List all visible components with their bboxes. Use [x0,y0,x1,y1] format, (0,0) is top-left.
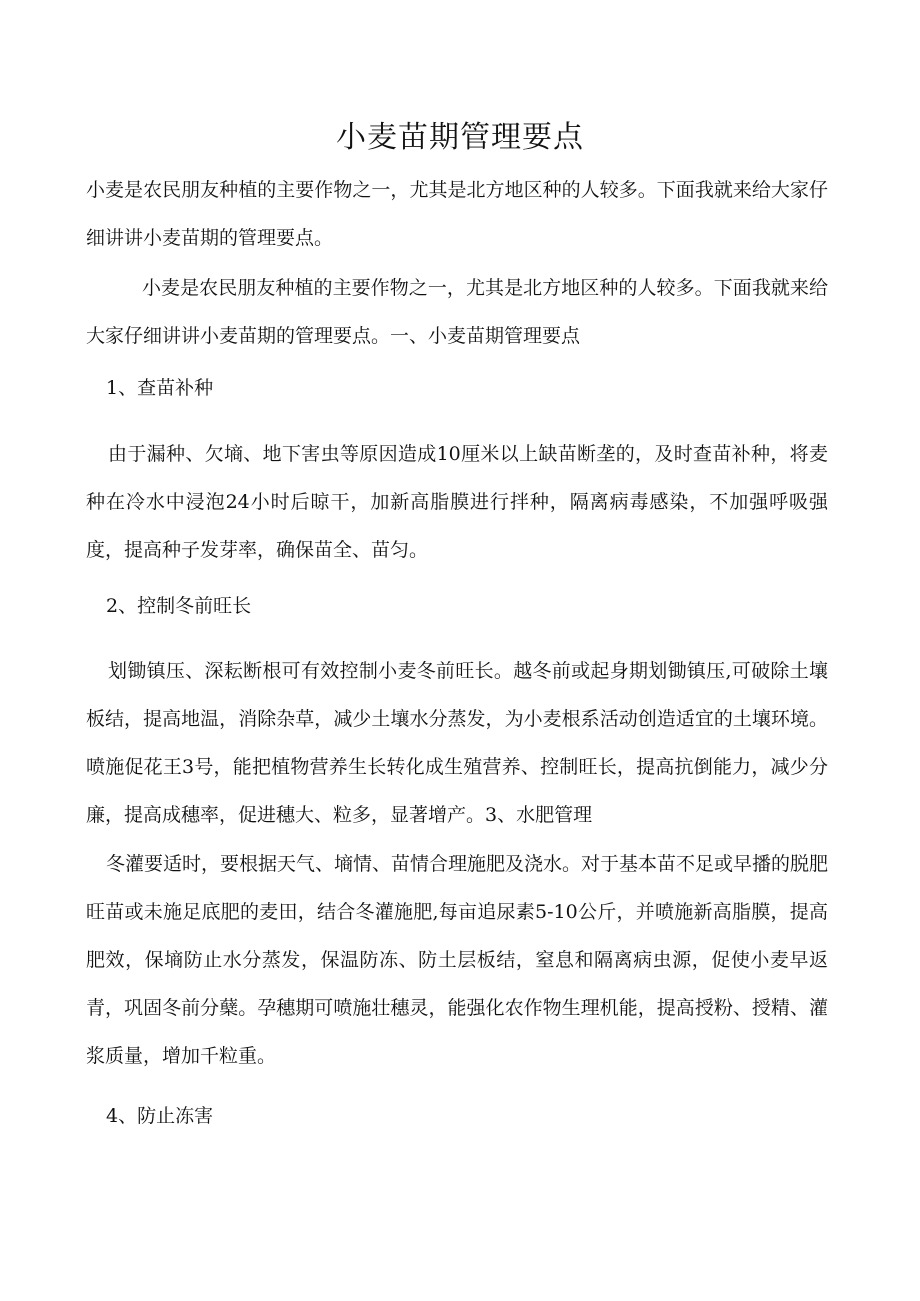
section-heading-2: 2、控制冬前旺长 [106,595,252,617]
section-heading-4: 4、防止冻害 [106,1105,214,1127]
section-body-1: 由于漏种、欠墒、地下害虫等原因造成10厘米以上缺苗断垄的，及时查苗补种，将麦种在冷水中浸泡24小时后晾干，加新高脂膜进行拌种，隔离病毒感染，不加强呼吸强度，提高种子发芽率，确保苗全、苗匀。 [86,443,828,561]
section-body-3: 冬灌要适时，要根据天气、墒情、苗情合理施肥及浇水。对于基本苗不足或早播的脱肥旺苗或未施足底肥的麦田，结合冬灌施肥,每亩追尿素5-10公斤，并喷施新高脂膜，提高肥效，保墒防止水分蒸发，保温防冻、防土层板结，窒息和隔离病虫源，促使小麦早返青，巩固冬前分蘖。孕穗期可喷施壮穗灵，能强化农作物生理机能，提高授粉、授精、灌浆质量，增加千粒重。 [86,853,829,1067]
document-title: 小麦苗期管理要点 [336,120,584,155]
section-heading-1: 1、查苗补种 [106,377,214,399]
intro-repeat-paragraph: 小麦是农民朋友种植的主要作物之一，尤其是北方地区种的人较多。下面我就来给大家仔细讲讲小麦苗期的管理要点。一、小麦苗期管理要点 [86,277,828,347]
section-body-2: 划锄镇压、深耘断根可有效控制小麦冬前旺长。越冬前或起身期划锄镇压,可破除土壤板结，提高地温，消除杂草，减少土壤水分蒸发，为小麦根系活动创造适宜的土壤环境。喷施促花王3号，能把植物营养生长转化成生殖营养、控制旺长，提高抗倒能力，减少分廉，提高成穗率，促进穗大、粒多，显著增产。3、水肥管理 [86,660,828,826]
intro-paragraph: 小麦是农民朋友种植的主要作物之一，尤其是北方地区种的人较多。下面我就来给大家仔细讲讲小麦苗期的管理要点。 [86,179,828,249]
